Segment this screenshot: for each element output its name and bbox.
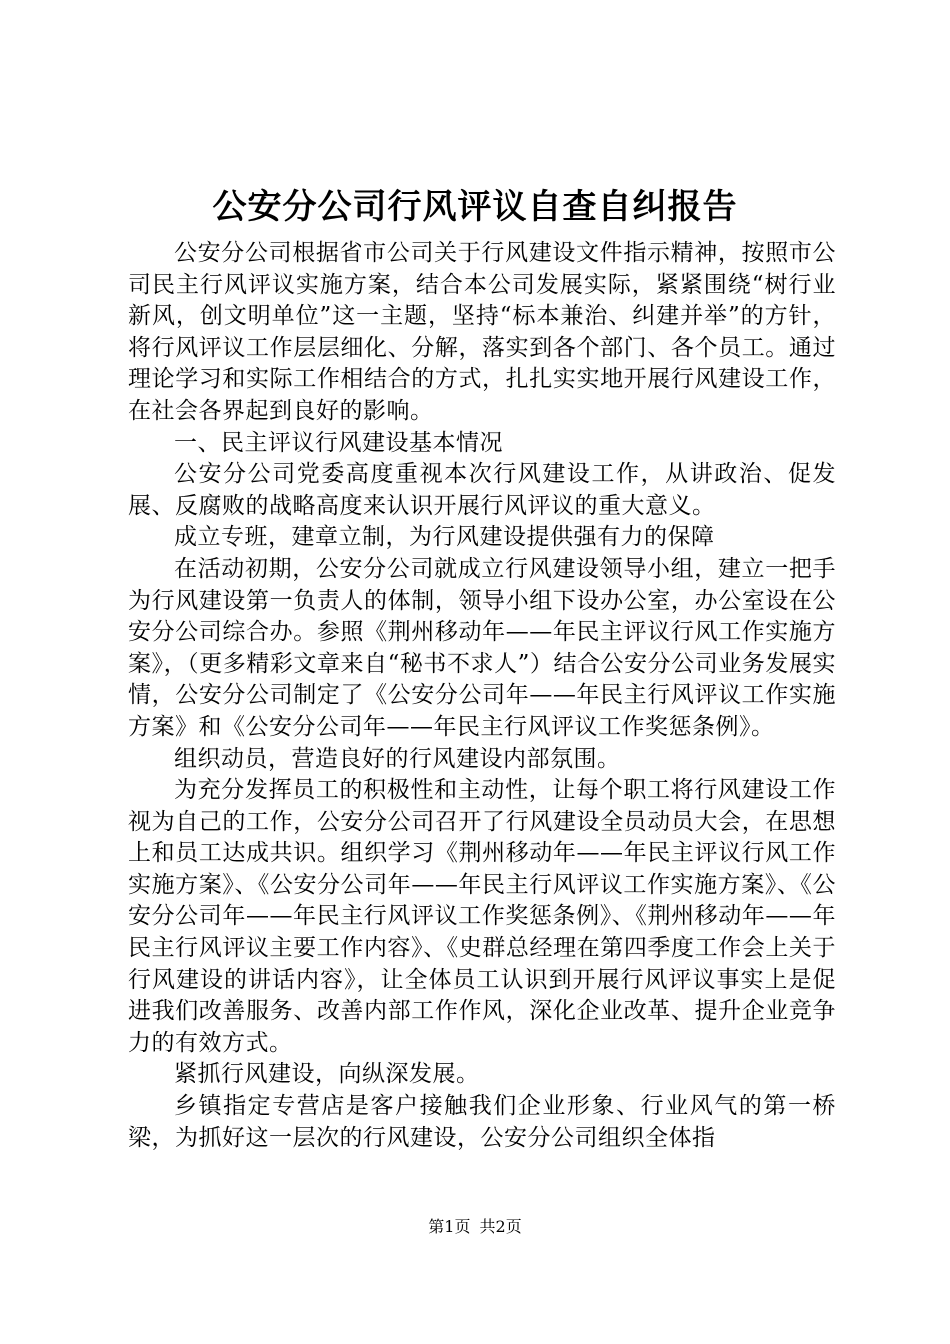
paragraph: 为充分发挥员工的积极性和主动性，让每个职工将行风建设工作视为自己的工作，公安分公司召开了行风建设全员动员大会，在思想上和员工达成共识。组织学习《荆州移动年——年民主评议行风工作实施方案》、《公安分公司年——年民主行风评议工作实施方案》、《公安分公司年——年民主行风评议工作奖惩条例》、《荆州移动年——年民主行风评议主要工作内容》、《史群总经理在第四季度工作会上关于行风建设的讲话内容》，让全体员工认识到开展行风评议事实上是促进我们改善服务、改善内部工作作风，深化企业改革、提升企业竞争力的有效方式。 — [128, 777, 836, 1056]
paragraph-intro: 公安分公司根据省市公司关于行风建设文件指示精神，按照市公司民主行风评议实施方案，结合本公司发展实际，紧紧围绕“树行业新风，创文明单位”这一主题，坚持“标本兼治、纠建并举”的方针，将行风评议工作层层细化、分解，落实到各个部门、各个员工。通过理论学习和实际工作相结合的方式，扎扎实实地开展行风建设工作，在社会各界起到良好的影响。 — [128, 240, 836, 424]
subheading: 成立专班，建章立制，为行风建设提供强有力的保障 — [174, 524, 715, 551]
page-number-total: 共2页 — [479, 1217, 522, 1236]
document-title: 公安分公司行风评议自查自纠报告 — [212, 187, 738, 227]
section-heading-1: 一、民主评议行风建设基本情况 — [174, 429, 503, 456]
paragraph: 在活动初期，公安分公司就成立行风建设领导小组，建立一把手为行风建设第一负责人的体制，领导小组下设办公室，办公室设在公安分公司综合办。参照《荆州移动年——年民主评议行风工作实施方案》，（更多精彩文章来自“秘书不求人”）结合公安分公司业务发展实情，公安分公司制定了《公安分公司年——年民主行风评议工作实施方案》和《公安分公司年——年民主行风评议工作奖惩条例》。 — [128, 555, 836, 740]
page-number-current: 第1页 — [428, 1217, 471, 1236]
paragraph: 公安分公司党委高度重视本次行风建设工作，从讲政治、促发展、反腐败的战略高度来认识开展行风评议的重大意义。 — [128, 461, 836, 519]
document-body — [128, 238, 836, 1154]
paragraph: 乡镇指定专营店是客户接触我们企业形象、行业风气的第一桥梁，为抓好这一层次的行风建设，公安分公司组织全体指 — [128, 1093, 836, 1151]
subheading: 紧抓行风建设，向纵深发展。 — [174, 1061, 480, 1088]
subheading: 组织动员，营造良好的行风建设内部氛围。 — [174, 745, 621, 772]
page-footer — [0, 1216, 950, 1238]
